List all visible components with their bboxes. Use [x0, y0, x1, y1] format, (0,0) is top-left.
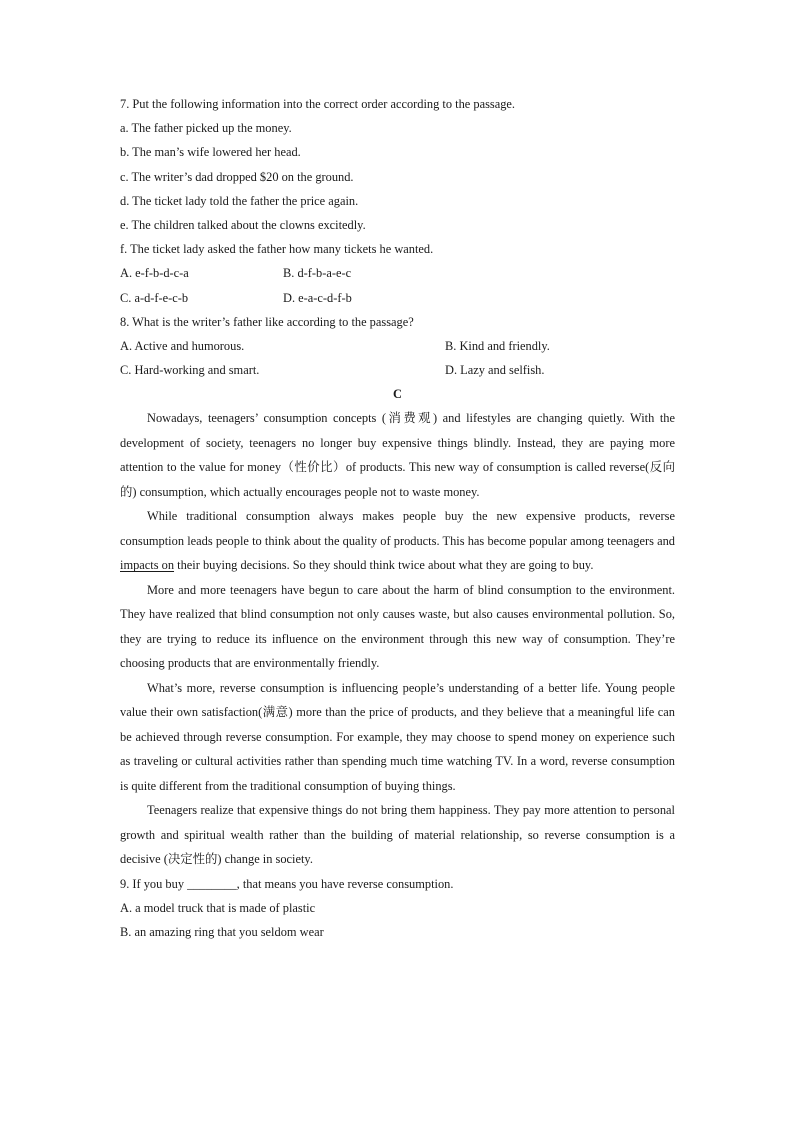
q7-option-c: C. a-d-f-e-c-b — [120, 290, 189, 305]
q7-options-row-2 — [120, 286, 675, 310]
q7-item-a: a. The father picked up the money. — [120, 121, 292, 136]
passage-paragraph-2 — [120, 504, 675, 578]
q7-option-d: D. e-a-c-d-f-b — [283, 290, 352, 305]
q7-option-a: A. e-f-b-d-c-a — [120, 266, 189, 281]
q7-options-row-1 — [120, 261, 675, 285]
exam-page — [120, 92, 675, 944]
section-c-heading: C — [393, 387, 402, 402]
paragraph-2-text-start: While traditional consumption always makes people buy the new expensive products, reverse consumption leads people to think about the quality of products. This has become popular among teenagers and — [120, 509, 675, 548]
q8-options-row-2 — [120, 358, 675, 382]
q8-options-row-1 — [120, 334, 675, 358]
q7-item-f: f. The ticket lady asked the father how many tickets he wanted. — [120, 242, 434, 257]
passage-paragraph-1: Nowadays, teenagers’ consumption concepts (消费观) and lifestyles are changing quietly. With the development of society, teenagers no longer buy expensive things blindly. Instead, they are paying more attention to the value for money（性价比）of products. This new way of consumption is called reverse(反向的) consumption, which actually encourages people not to waste money. — [120, 411, 675, 499]
passage-paragraph-5: Teenagers realize that expensive things do not bring them happiness. They pay more attention to personal growth and spiritual wealth rather than the building of material relationship, so reverse consumption is a decisive (决定性的) change in society. — [120, 803, 675, 867]
passage-paragraph-4: What’s more, reverse consumption is influencing people’s understanding of a better life. Young people value their own satisfaction(满意) more than the price of products, and they believe that a meaningful life can be achieved through reverse consumption. For example, they may choose to spend money on experience such as traveling or cultural activities rather than spending much time watching TV. In a word, reverse consumption is quite different from the traditional consumption of buying things. — [120, 680, 675, 793]
q7-item-e: e. The children talked about the clowns excitedly. — [120, 217, 366, 232]
q7-item-b: b. The man’s wife lowered her head. — [120, 145, 301, 160]
q8-option-b: B. Kind and friendly. — [445, 338, 550, 353]
q7-stem: 7. Put the following information into the correct order according to the passage. — [120, 97, 516, 111]
q9-option-b: B. an amazing ring that you seldom wear — [120, 925, 324, 940]
q8-option-c: C. Hard-working and smart. — [120, 363, 260, 378]
q7-item-c: c. The writer’s dad dropped $20 on the ground. — [120, 169, 354, 184]
q8-option-d: D. Lazy and selfish. — [445, 363, 545, 378]
q8-option-a: A. Active and humorous. — [120, 338, 245, 353]
q8-stem: 8. What is the writer’s father like according to the passage? — [120, 314, 414, 329]
passage-paragraph-3: More and more teenagers have begun to care about the harm of blind consumption to the environment. They have realized that blind consumption not only causes waste, but also causes environmental pollution. So, they are trying to reduce its influence on the environment through this new way of consumption. They’re choosing products that are environmentally friendly. — [120, 582, 675, 671]
paragraph-2-text-end: their buying decisions. So they should think twice about what they are going to buy. — [177, 558, 594, 573]
q7-option-b: B. d-f-b-a-e-c — [283, 266, 352, 281]
q9-option-a: A. a model truck that is made of plastic — [120, 900, 316, 915]
q7-item-d: d. The ticket lady told the father the price again. — [120, 193, 359, 208]
q9-stem: 9. If you buy ________, that means you have reverse consumption. — [120, 876, 454, 891]
underlined-phrase: impacts on — [120, 558, 175, 573]
